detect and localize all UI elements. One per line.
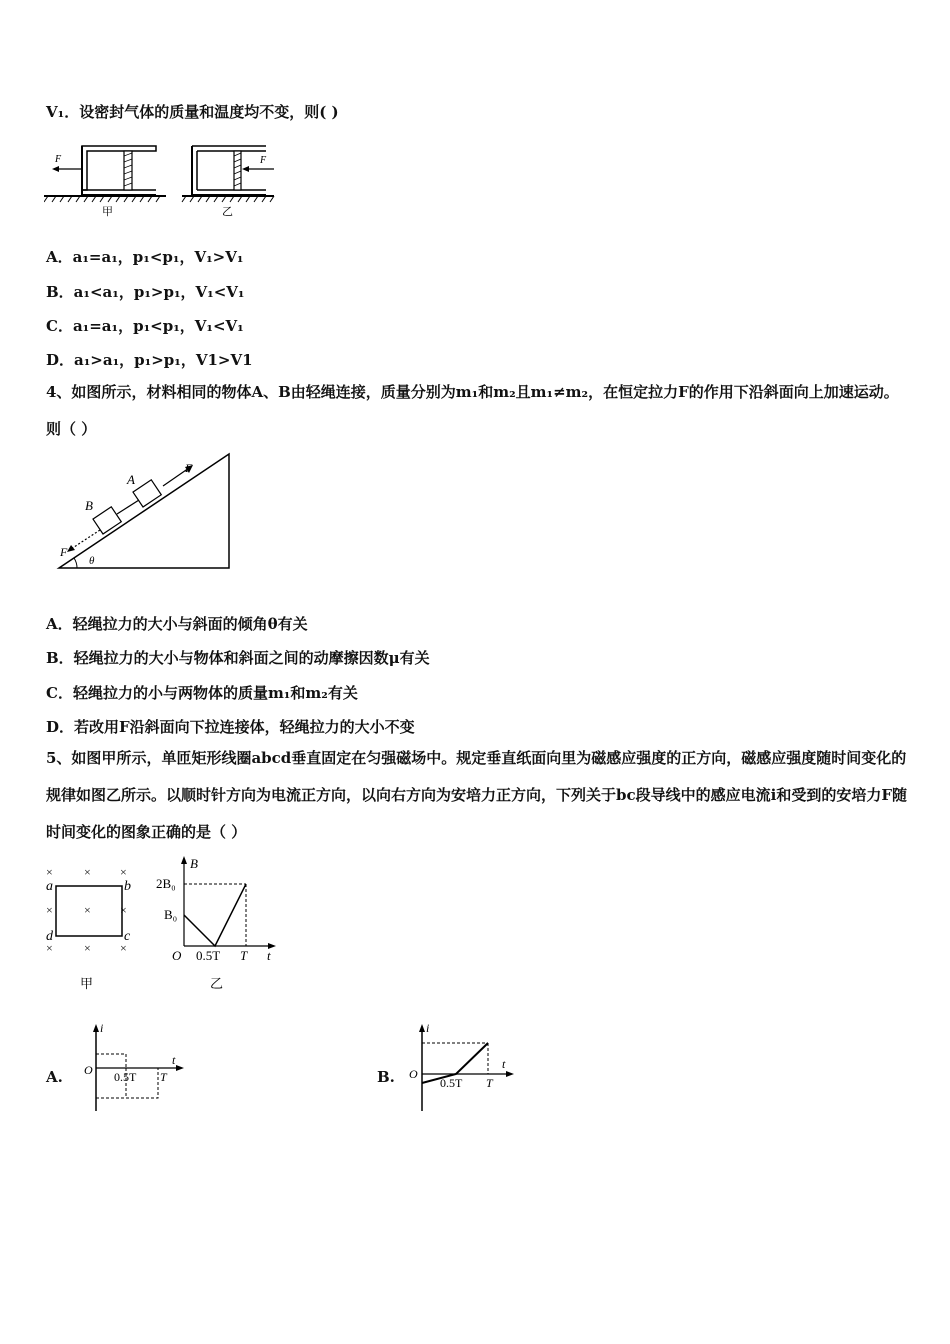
q5-corner-d: d [46,929,53,944]
svg-text:×: × [46,903,53,917]
q3-option-d: D．a₁>a₁，p₁>p₁，V1>V1 [46,351,253,369]
q3-force-label-right: F [260,155,267,166]
q5-yi-tick-b0: B₀ [164,907,178,922]
q4-option-b: B．轻绳拉力的大小与物体和斜面之间的动摩擦因数μ有关 [46,649,430,667]
q5-caption-yi: 乙 [210,976,224,991]
q3-piston-figure [44,138,284,220]
q4-label-a: A [127,472,135,487]
q5-coil-figure [40,862,140,992]
q5-b-origin: O [409,1067,418,1081]
q5-corner-b: b [124,879,131,894]
q5-yi-tick-half-t: 0.5T [196,948,221,963]
q5-yi-tick-t: T [240,948,248,963]
q5-a-tick-half-t: 0.5T [114,1070,137,1084]
q5-option-b-label: B. [377,1068,395,1086]
q3-caption-jia: 甲 [102,206,113,218]
q3-option-a: A．a₁=a₁，p₁<p₁，V₁>V₁ [46,248,244,266]
q3-cylinder-yi [182,146,274,218]
q4-force-up-label: F [185,461,193,475]
svg-text:×: × [84,941,91,955]
q5-a-axis-t: t [172,1053,176,1067]
q5-stem: 5、如图甲所示，单匝矩形线圈abcd垂直固定在匀强磁场中。规定垂直纸面向里为磁感应强度的正方向，磁感应强度随时间变化的规律如图乙所示。以顺时针方向为电流正方向，以向右方向为安培力正方向，下列关于bc段导线中的感应电流i和受到的安培力F随时间变化的图象正确的是（ ） [46,749,907,841]
q5-b-graph [150,852,285,992]
q3-option-c: C．a₁=a₁，p₁<p₁，V₁<V₁ [46,317,244,335]
svg-text:×: × [84,903,91,917]
q5-b-axis-i: i [426,1021,430,1035]
q4-option-a: A．轻绳拉力的大小与斜面的倾角θ有关 [46,615,308,633]
q5-a-origin: O [84,1063,93,1077]
q5-b-tick-t: T [486,1076,493,1090]
svg-text:×: × [120,865,127,879]
q5-option-a-label: A. [46,1068,63,1086]
svg-text:×: × [84,865,91,879]
q4-label-b: B [85,498,93,513]
q4-stem: 4、如图所示，材料相同的物体A、B由轻绳连接，质量分别为m₁和m₂且m₁≠m₂，在恒定拉力F的作用下沿斜面向上加速运动。则（ ） [46,383,899,438]
q4-incline-figure [55,448,235,573]
q5-corner-a: a [46,879,53,894]
q4-force-down-label: F [60,545,68,559]
q5-corner-c: c [124,929,131,944]
q3-force-label-left: F [55,154,62,165]
svg-text:×: × [120,903,127,917]
q5-yi-y-axis: B [190,856,198,871]
svg-text:×: × [120,941,127,955]
q3-option-b: B．a₁<a₁，p₁>p₁，V₁<V₁ [46,283,245,301]
q3-cylinder-jia [44,146,166,218]
q5-yi-tick-2b0: 2B₀ [156,876,176,891]
q3-stem: V₁．设密封气体的质量和温度均不变，则( ) [46,103,339,121]
svg-text:×: × [46,941,53,955]
q4-option-d: D．若改用F沿斜面向下拉连接体，轻绳拉力的大小不变 [46,718,415,736]
q5-option-a-graph [80,1020,190,1115]
svg-text:×: × [46,865,53,879]
q5-yi-x-axis: t [267,948,271,963]
q5-option-b-graph [406,1020,521,1115]
q3-caption-yi: 乙 [222,206,233,218]
q5-caption-jia: 甲 [80,976,94,991]
q5-yi-origin: O [172,948,182,963]
q4-option-c: C．轻绳拉力的小与两物体的质量m₁和m₂有关 [46,684,358,702]
q5-b-tick-half-t: 0.5T [440,1076,463,1090]
q5-a-tick-t: T [160,1070,167,1084]
q4-angle-label: θ [89,555,95,567]
q5-b-axis-t: t [502,1057,506,1071]
q5-a-axis-i: i [100,1021,104,1035]
